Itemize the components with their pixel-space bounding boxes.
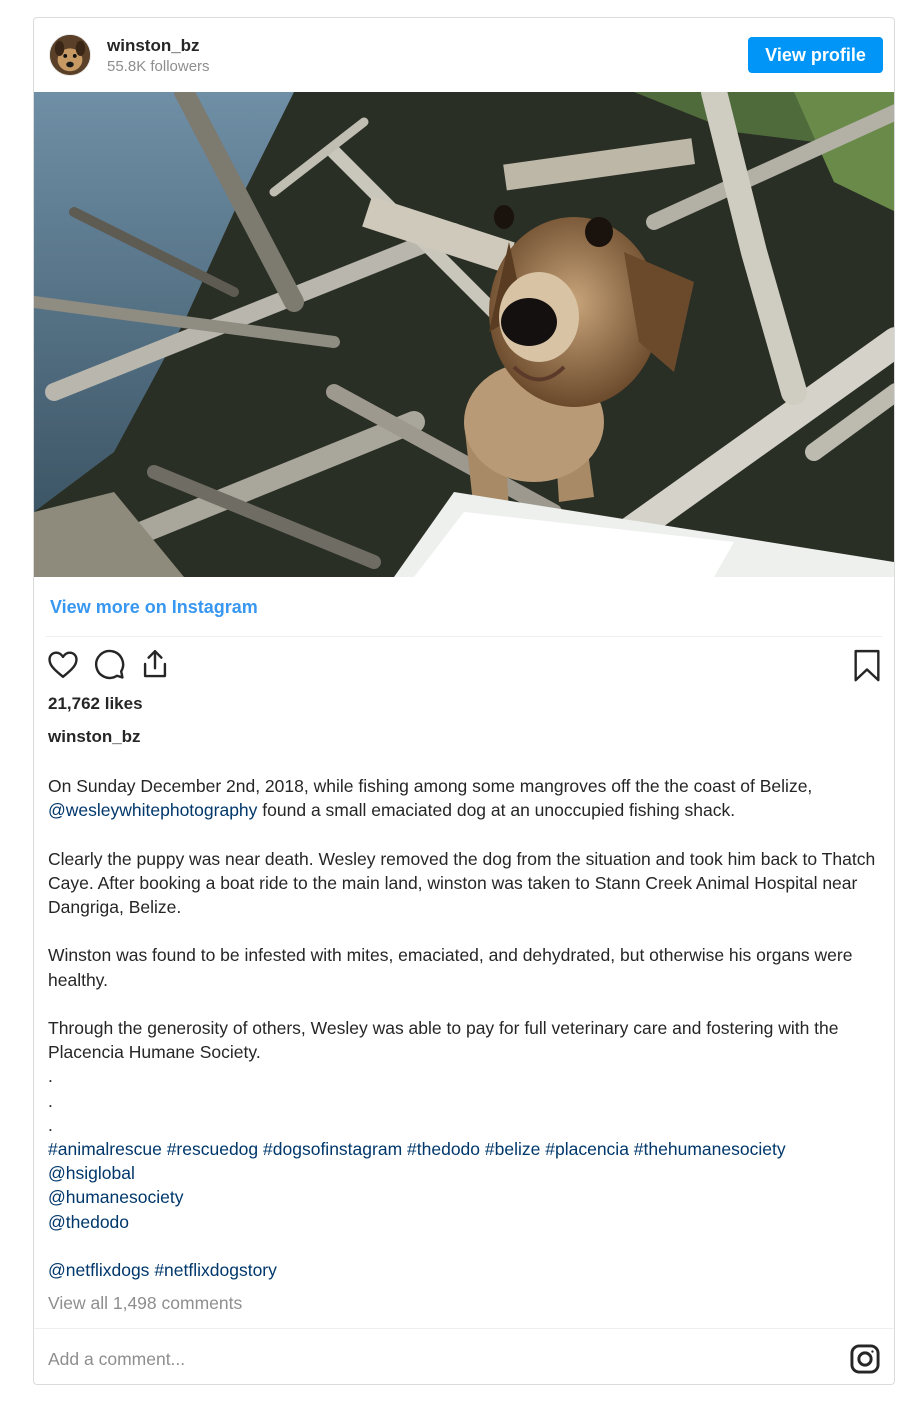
- mention-line: [48, 1210, 884, 1234]
- mention-link[interactable]: @wesleywhitephotography: [48, 800, 258, 821]
- action-bar: [46, 649, 172, 683]
- caption-paragraph: Clearly the puppy was near death. Wesley removed the dog from the situation and took him back to Thatch Caye. After booking a boat ride to the main land, winston was taken to Stann Creek Animal Hospital near Dangriga, Belize.: [48, 848, 876, 917]
- caption-text-span: On Sunday December 2nd, 2018, while fishing among some mangroves off the the coast of Belize,: [48, 776, 813, 796]
- post-photo[interactable]: [34, 92, 895, 577]
- caption-text: [48, 774, 884, 1282]
- caption-dot: .: [48, 1090, 53, 1111]
- bookmark-icon[interactable]: [852, 649, 882, 688]
- mention-line: [48, 1161, 884, 1185]
- hashtag-link[interactable]: #rescuedog: [166, 1139, 259, 1159]
- comment-input[interactable]: [48, 1342, 808, 1376]
- caption-dot: .: [48, 1066, 53, 1087]
- follower-count: 55.8K followers: [107, 58, 210, 75]
- view-all-comments-link[interactable]: View all 1,498 comments: [48, 1293, 243, 1313]
- caption-text-span: found a small emaciated dog at an unoccupied fishing shack.: [257, 800, 736, 821]
- hashtag-link[interactable]: #netflixdogstory: [154, 1260, 277, 1280]
- like-count[interactable]: 21,762 likes: [48, 694, 143, 713]
- mention-link[interactable]: @thedodo: [48, 1211, 130, 1232]
- hashtag-link[interactable]: #placencia: [545, 1139, 629, 1159]
- view-more-link[interactable]: View more on Instagram: [50, 597, 258, 617]
- avatar[interactable]: [49, 34, 91, 76]
- hashtag-link[interactable]: #thedodo: [407, 1139, 481, 1159]
- mention-link[interactable]: @netflixdogs: [48, 1260, 150, 1280]
- post-header: [34, 18, 894, 92]
- view-profile-button[interactable]: View profile: [748, 37, 883, 73]
- hashtag-line: [48, 1137, 884, 1161]
- username[interactable]: winston_bz: [107, 36, 200, 55]
- hashtag-link[interactable]: #dogsofinstagram: [263, 1139, 403, 1159]
- caption-paragraph: [48, 774, 884, 822]
- divider: [34, 1328, 894, 1329]
- caption-paragraph: Winston was found to be infested with mites, emaciated, and dehydrated, but otherwise his organs were healthy.: [48, 945, 853, 990]
- mention-link[interactable]: @humanesociety: [48, 1187, 184, 1208]
- comment-icon[interactable]: [92, 647, 126, 686]
- caption-dot: .: [48, 1114, 53, 1135]
- heart-icon[interactable]: [46, 647, 80, 686]
- caption-username[interactable]: winston_bz: [48, 727, 141, 746]
- hashtag-link[interactable]: #animalrescue: [48, 1139, 162, 1159]
- hashtag-link[interactable]: #thehumanesociety: [633, 1139, 786, 1159]
- hashtag-line: [48, 1258, 884, 1282]
- instagram-embed-card: [33, 17, 895, 1385]
- hashtag-link[interactable]: #belize: [484, 1139, 541, 1159]
- share-icon[interactable]: [138, 647, 172, 686]
- caption-paragraph: Through the generosity of others, Wesley was able to pay for full veterinary care and fostering with the Placencia Humane Society.: [48, 1017, 839, 1063]
- mention-line: [48, 1185, 884, 1209]
- mention-link[interactable]: @hsiglobal: [48, 1163, 135, 1184]
- instagram-icon[interactable]: [849, 1343, 881, 1380]
- divider: [46, 636, 882, 637]
